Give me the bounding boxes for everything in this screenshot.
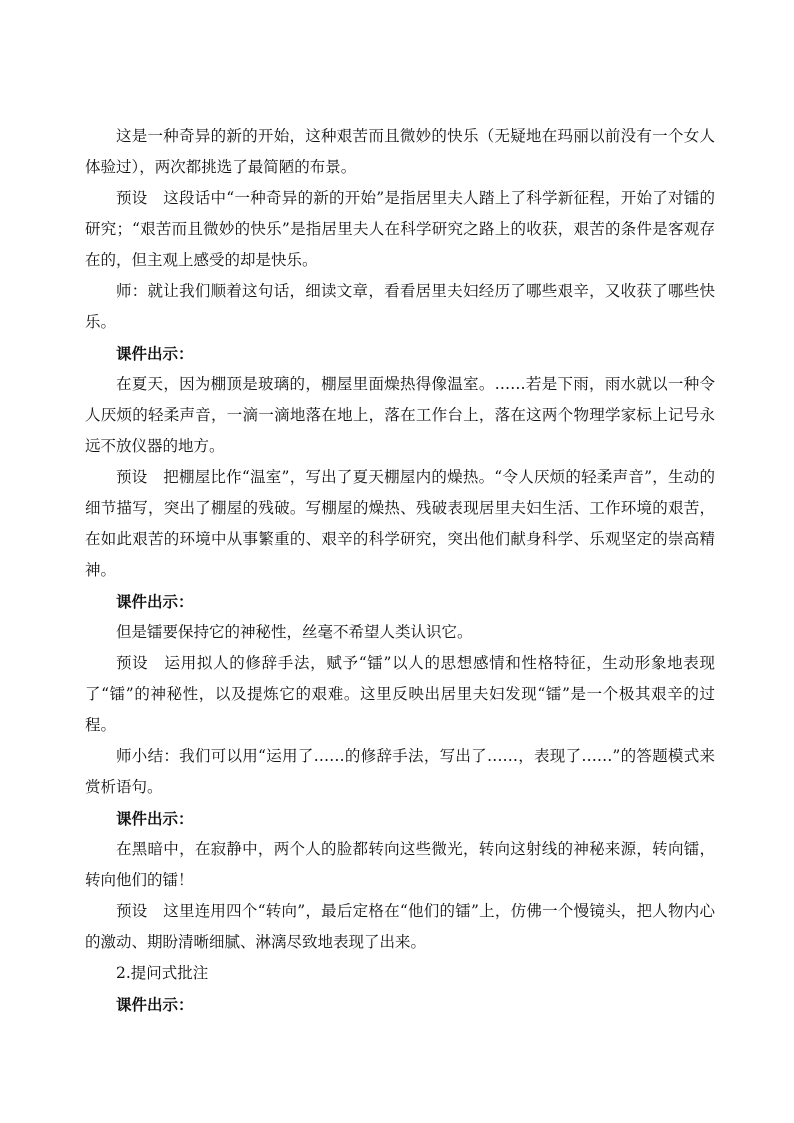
courseware-heading-4: 课件出示： xyxy=(116,995,194,1014)
paragraph-teacher-1: 师：就让我们顺着这句话，细读文章，看看居里夫妇经历了哪些艰辛，又收获了哪些快乐。 xyxy=(85,282,715,331)
courseware-heading-1: 课件出示： xyxy=(116,344,194,363)
section-heading-question-annotation: 2.提问式批注 xyxy=(116,964,209,982)
paragraph-preset-2: 预设 把棚屋比作“温室”，写出了夏天棚屋内的燥热。“令人厌烦的轻柔声音”，生动的细节描写，突出了棚屋的残破。写棚屋的燥热、残破表现居里夫妇生活、工作环境的艰苦，在如此艰苦的环境中从事繁重的、艰辛的科学研究，突出他们献身科学、乐观坚定的崇高精神。 xyxy=(85,468,715,579)
paragraph-preset-3: 预设 运用拟人的修辞手法，赋予“镭”以人的思想感情和性格特征，生动形象地表现了“镭”的神秘性，以及提炼它的艰难。这里反映出居里夫妇发现“镭”是一个极其艰辛的过程。 xyxy=(85,654,715,734)
paragraph-quote-1: 这是一种奇异的新的开始，这种艰苦而且微妙的快乐（无疑地在玛丽以前没有一个女人体验过），两次都挑选了最简陋的布景。 xyxy=(85,127,715,176)
document-page xyxy=(85,121,715,1020)
paragraph-quote-3: 但是镭要保持它的神秘性，丝毫不希望人类认识它。 xyxy=(116,623,473,641)
paragraph-quote-2: 在夏天，因为棚顶是玻璃的，棚屋里面燥热得像温室。……若是下雨，雨水就以一种令人厌烦的轻柔声音，一滴一滴地落在地上，落在工作台上，落在这两个物理学家标上记号永远不放仪器的地方。 xyxy=(85,375,715,455)
courseware-heading-2: 课件出示： xyxy=(116,592,194,611)
paragraph-quote-4: 在黑暗中，在寂静中，两个人的脸都转向这些微光，转向这射线的神秘来源，转向镭，转向他们的镭！ xyxy=(85,840,715,889)
paragraph-teacher-summary: 师小结：我们可以用“运用了……的修辞手法，写出了……，表现了……”的答题模式来赏析语句。 xyxy=(85,747,715,796)
courseware-heading-3: 课件出示： xyxy=(116,809,194,828)
paragraph-preset-1: 预设 这段话中“一种奇异的新的开始”是指居里夫人踏上了科学新征程，开始了对镭的研究；“艰苦而且微妙的快乐”是指居里夫人在科学研究之路上的收获，艰苦的条件是客观存在的，但主观上感受的却是快乐。 xyxy=(85,189,715,269)
paragraph-preset-4: 预设 这里连用四个“转向”，最后定格在“他们的镭”上，仿佛一个慢镜头，把人物内心的激动、期盼清晰细腻、淋漓尽致地表现了出来。 xyxy=(85,902,715,951)
